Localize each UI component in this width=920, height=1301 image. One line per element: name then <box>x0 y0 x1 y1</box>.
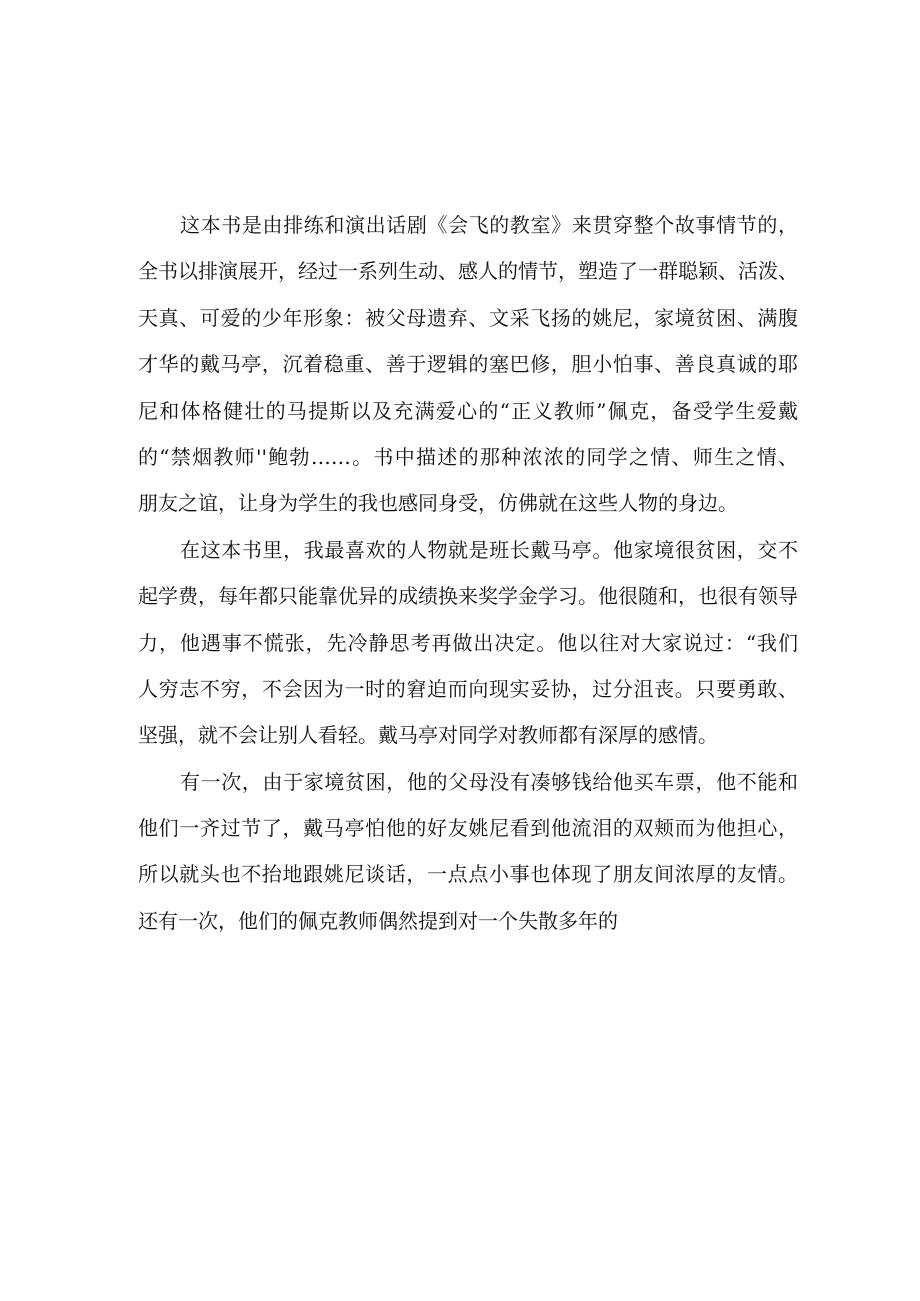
paragraph-2-line-1: 在这本书里，我最喜欢的人物就是班长戴马亭。他家境很贫困，交不 <box>180 537 798 562</box>
paragraph-1-line-5: 尼和体格健壮的马提斯以及充满爱心的“正义教师”佩克，备受学生爱戴 <box>138 398 798 423</box>
paragraph-1-line-7: 朋友之谊，让身为学生的我也感同身受，仿佛就在这些人物的身边。 <box>138 491 738 516</box>
paragraph-2-line-3: 力，他遇事不慌张，先冷静思考再做出决定。他以往对大家说过：“我们 <box>138 630 798 655</box>
paragraph-2-line-4: 人穷志不穷，不会因为一时的窘迫而向现实妥协，过分沮丧。只要勇敢、 <box>138 676 798 701</box>
body-text <box>138 210 798 952</box>
paragraph-2-line-5: 坚强，就不会让别人看轻。戴马亭对同学对教师都有深厚的感情。 <box>138 723 718 748</box>
paragraph-1-line-3: 天真、可爱的少年形象：被父母遗弃、文采飞扬的姚尼，家境贫困、满腹 <box>138 305 798 330</box>
paragraph-3-line-3: 所以就头也不抬地跟姚尼谈话，一点点小事也体现了朋友间浓厚的友情。 <box>138 862 798 887</box>
paragraph-1-line-4: 才华的戴马亭，沉着稳重、善于逻辑的塞巴修，胆小怕事、善良真诚的耶 <box>138 352 798 377</box>
paragraph-1-line-1: 这本书是由排练和演出话剧《会飞的教室》来贯穿整个故事情节的， <box>180 213 798 237</box>
paragraph-3-line-1: 有一次，由于家境贫困，他的父母没有凑够钱给他买车票，他不能和 <box>180 769 798 794</box>
paragraph-3-line-2: 他们一齐过节了，戴马亭怕他的好友姚尼看到他流泪的双颊而为他担心， <box>138 816 798 841</box>
paragraph-1-line-6: 的“禁烟教师''鲍勃……。书中描述的那种浓浓的同学之情、师生之情、 <box>138 444 798 469</box>
paragraph-2-line-2: 起学费，每年都只能靠优异的成绩换来奖学金学习。他很随和，也很有领导 <box>138 584 798 609</box>
paragraph-1-line-2: 全书以排演展开，经过一系列生动、感人的情节，塑造了一群聪颖、活泼、 <box>138 259 798 284</box>
paragraph-3-line-4: 还有一次，他们的佩克教师偶然提到对一个失散多年的 <box>138 908 618 933</box>
